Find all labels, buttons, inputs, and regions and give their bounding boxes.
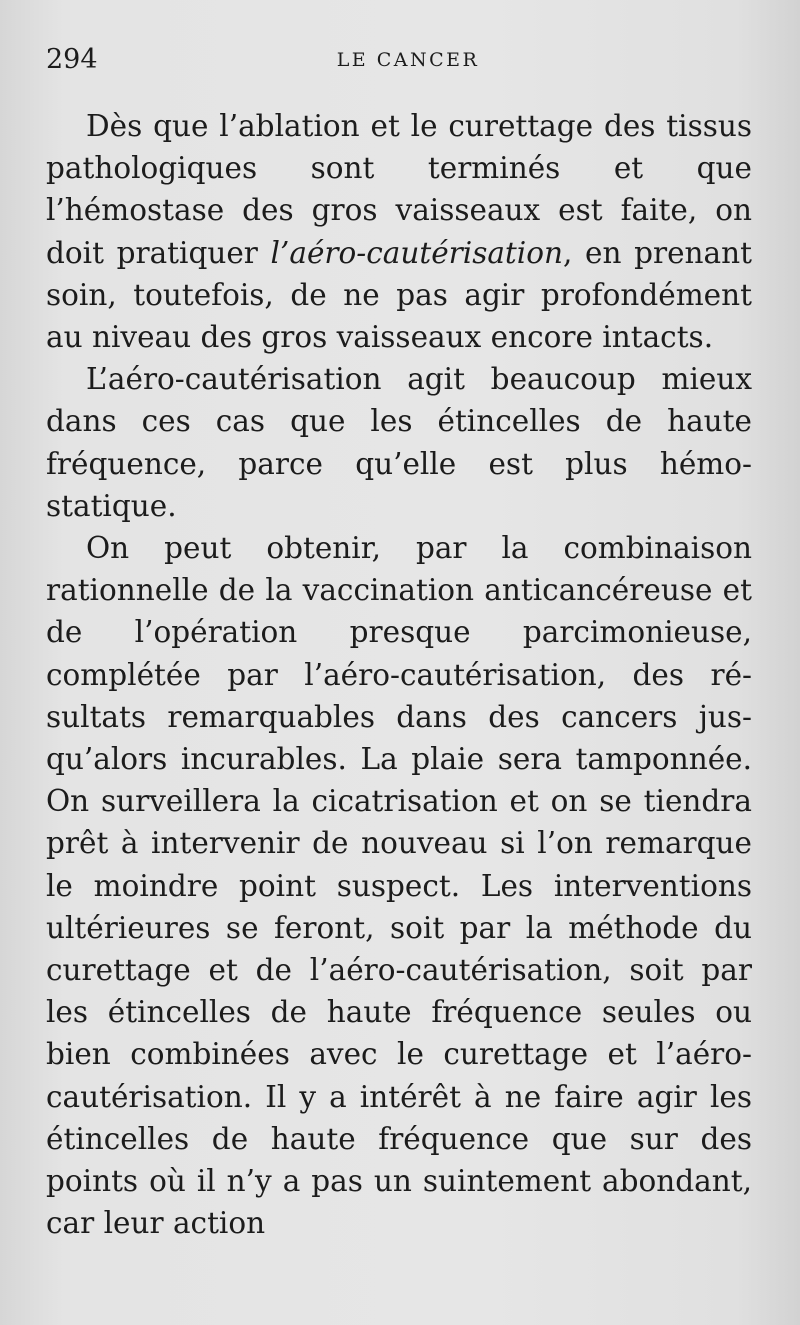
paragraph: On peut obtenir, par la combinaison rationnelle de la vaccination anticancéreuse et de l’opération presque parcimonieuse, complétée par l’aéro-cautérisation, des résultats remarquables dans des cancers jusqu’alors incurables. La plaie sera tamponnée. On surveillera la cicatrisation et on se tiendra prêt à intervenir de nouveau si l’on remarque le moindre point suspect. Les interventions ultérieures se feront, soit par la méthode du curettage et de l’aéro-cautérisation, soit par les étincelles de haute fréquence seules ou bien combinées avec le curettage et l’aéro-cautérisation. Il y a intérêt à ne faire agir les étincelles de haute fréquence que sur des points où il n’y a pas un suintement abondant, car leur action [46, 531, 752, 1241]
page-number: 294 [46, 44, 98, 75]
page-header [46, 40, 752, 80]
paragraph: L’aéro-cautérisation agit beaucoup mieux dans ces cas que les étincelles de haute fréquence, parce qu’elle est plus hémostatique. [46, 362, 752, 523]
running-title: LE CANCER [336, 49, 480, 71]
body-text [46, 105, 752, 1244]
emphasized-term: l’aéro-cautérisation [270, 235, 563, 270]
paragraph-text: Dès que l’ablation et le curettage des tissus pathologiques sont terminés et que l’hémostase des gros vaisseaux est faite, on doit pratiquer [46, 109, 752, 270]
paragraph [46, 105, 752, 358]
paragraph-text: , en prenant soin, toutefois, de ne pas agir profondément au niveau des gros vaisseaux encore intacts. [46, 235, 752, 355]
